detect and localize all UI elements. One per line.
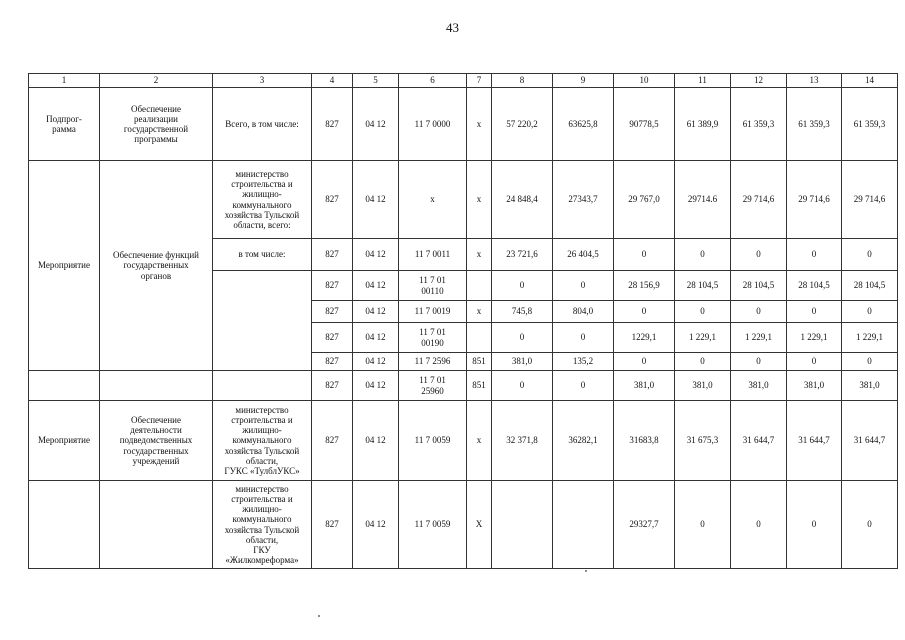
header-cell: 1 bbox=[29, 74, 100, 88]
header-cell: 11 bbox=[675, 74, 731, 88]
code-cell: 11 7 0059 bbox=[399, 401, 467, 481]
code-cell: 827 bbox=[312, 88, 353, 161]
value-cell: 26 404,5 bbox=[553, 239, 614, 271]
code-cell: 851 bbox=[467, 371, 492, 401]
code-cell: 827 bbox=[312, 481, 353, 569]
value-cell: 61 359,3 bbox=[842, 88, 898, 161]
row-type-cell: Мероприятие bbox=[29, 401, 100, 481]
code-cell bbox=[467, 271, 492, 301]
value-cell: 31 644,7 bbox=[731, 401, 787, 481]
value-cell: 381,0 bbox=[731, 371, 787, 401]
header-cell: 9 bbox=[553, 74, 614, 88]
code-cell: 04 12 bbox=[353, 301, 399, 323]
value-cell: 31 675,3 bbox=[675, 401, 731, 481]
row-name-cell: Обеспечение деятельности подведомственных государственных учреждений bbox=[100, 401, 213, 481]
value-cell: 29327,7 bbox=[614, 481, 675, 569]
code-cell: 04 12 bbox=[353, 88, 399, 161]
value-cell: 0 bbox=[731, 481, 787, 569]
scan-speck bbox=[585, 570, 587, 572]
value-cell: 61 359,3 bbox=[787, 88, 842, 161]
value-cell: 0 bbox=[842, 301, 898, 323]
code-cell: 11 7 01 00110 bbox=[399, 271, 467, 301]
table-header-row bbox=[29, 74, 898, 88]
header-cell: 8 bbox=[492, 74, 553, 88]
row-executor-cell: в том числе: bbox=[213, 239, 312, 271]
value-cell: 0 bbox=[731, 301, 787, 323]
value-cell: 28 156,9 bbox=[614, 271, 675, 301]
code-cell: 827 bbox=[312, 323, 353, 353]
row-executor-cell: министерство строительства и жилищно- коммунального хозяйства Тульской области, всего: bbox=[213, 161, 312, 239]
code-cell: x bbox=[467, 301, 492, 323]
value-cell: 0 bbox=[731, 353, 787, 371]
value-cell: 29 767,0 bbox=[614, 161, 675, 239]
value-cell: 36282,1 bbox=[553, 401, 614, 481]
row-type-cell bbox=[29, 371, 100, 401]
code-cell: 827 bbox=[312, 353, 353, 371]
table-row bbox=[29, 481, 898, 569]
value-cell: 90778,5 bbox=[614, 88, 675, 161]
code-cell: 827 bbox=[312, 161, 353, 239]
code-cell: 04 12 bbox=[353, 161, 399, 239]
header-cell: 6 bbox=[399, 74, 467, 88]
header-cell: 13 bbox=[787, 74, 842, 88]
code-cell: 04 12 bbox=[353, 239, 399, 271]
header-cell: 3 bbox=[213, 74, 312, 88]
value-cell: 745,8 bbox=[492, 301, 553, 323]
value-cell: 0 bbox=[731, 239, 787, 271]
code-cell: 827 bbox=[312, 271, 353, 301]
value-cell: 28 104,5 bbox=[731, 271, 787, 301]
value-cell: 1229,1 bbox=[614, 323, 675, 353]
code-cell: 11 7 01 25960 bbox=[399, 371, 467, 401]
value-cell: 1 229,1 bbox=[842, 323, 898, 353]
value-cell: 0 bbox=[675, 353, 731, 371]
row-type-cell: Подпрог- рамма bbox=[29, 88, 100, 161]
value-cell: 0 bbox=[787, 301, 842, 323]
value-cell: 0 bbox=[492, 271, 553, 301]
code-cell: 827 bbox=[312, 239, 353, 271]
value-cell: 0 bbox=[675, 481, 731, 569]
row-name-cell: Обеспечение реализации государственной программы bbox=[100, 88, 213, 161]
code-cell: 11 7 0011 bbox=[399, 239, 467, 271]
row-executor-cell bbox=[213, 371, 312, 401]
code-cell bbox=[467, 323, 492, 353]
code-cell: 11 7 0059 bbox=[399, 481, 467, 569]
row-name-cell bbox=[100, 371, 213, 401]
value-cell: 24 848,4 bbox=[492, 161, 553, 239]
code-cell: 827 bbox=[312, 301, 353, 323]
value-cell bbox=[553, 481, 614, 569]
table-row bbox=[29, 161, 898, 239]
code-cell: x bbox=[467, 161, 492, 239]
value-cell: 31 644,7 bbox=[842, 401, 898, 481]
value-cell: 381,0 bbox=[842, 371, 898, 401]
code-cell: 04 12 bbox=[353, 401, 399, 481]
value-cell: 1 229,1 bbox=[787, 323, 842, 353]
value-cell: 31683,8 bbox=[614, 401, 675, 481]
value-cell: 0 bbox=[842, 239, 898, 271]
row-name-cell: Обеспечение функций государственных органов bbox=[100, 161, 213, 371]
header-cell: 14 bbox=[842, 74, 898, 88]
header-cell: 2 bbox=[100, 74, 213, 88]
row-executor-cell: министерство строительства и жилищно- коммунального хозяйства Тульской области, ГКУ «Жилкомреформа» bbox=[213, 481, 312, 569]
value-cell: 0 bbox=[614, 301, 675, 323]
table-row bbox=[29, 371, 898, 401]
value-cell: 28 104,5 bbox=[842, 271, 898, 301]
value-cell: 1 229,1 bbox=[731, 323, 787, 353]
code-cell: 04 12 bbox=[353, 353, 399, 371]
row-executor-cell bbox=[213, 271, 312, 371]
code-cell: X bbox=[467, 481, 492, 569]
code-cell: x bbox=[399, 161, 467, 239]
code-cell: 827 bbox=[312, 371, 353, 401]
code-cell: 04 12 bbox=[353, 323, 399, 353]
code-cell: 851 bbox=[467, 353, 492, 371]
code-cell: 04 12 bbox=[353, 371, 399, 401]
page-number: 43 bbox=[446, 20, 459, 35]
value-cell: 0 bbox=[614, 353, 675, 371]
value-cell: 1 229,1 bbox=[675, 323, 731, 353]
value-cell: 31 644,7 bbox=[787, 401, 842, 481]
value-cell: 0 bbox=[492, 323, 553, 353]
value-cell: 0 bbox=[787, 481, 842, 569]
value-cell: 27343,7 bbox=[553, 161, 614, 239]
table-row-subprogram bbox=[29, 88, 898, 161]
value-cell: 0 bbox=[553, 323, 614, 353]
scan-speck bbox=[318, 615, 320, 617]
value-cell: 0 bbox=[553, 271, 614, 301]
code-cell: 11 7 01 00190 bbox=[399, 323, 467, 353]
value-cell: 135,2 bbox=[553, 353, 614, 371]
value-cell: 61 389,9 bbox=[675, 88, 731, 161]
code-cell: x bbox=[467, 401, 492, 481]
table-row bbox=[29, 401, 898, 481]
value-cell: 23 721,6 bbox=[492, 239, 553, 271]
row-name-cell bbox=[100, 481, 213, 569]
header-cell: 5 bbox=[353, 74, 399, 88]
value-cell: 0 bbox=[675, 301, 731, 323]
header-cell: 10 bbox=[614, 74, 675, 88]
header-cell: 4 bbox=[312, 74, 353, 88]
value-cell: 29 714,6 bbox=[731, 161, 787, 239]
value-cell: 0 bbox=[787, 353, 842, 371]
value-cell bbox=[492, 481, 553, 569]
value-cell: 28 104,5 bbox=[675, 271, 731, 301]
value-cell: 381,0 bbox=[492, 353, 553, 371]
value-cell: 32 371,8 bbox=[492, 401, 553, 481]
header-cell: 7 bbox=[467, 74, 492, 88]
value-cell: 0 bbox=[614, 239, 675, 271]
value-cell: 29714.6 bbox=[675, 161, 731, 239]
value-cell: 0 bbox=[675, 239, 731, 271]
value-cell: 0 bbox=[842, 353, 898, 371]
value-cell: 57 220,2 bbox=[492, 88, 553, 161]
row-type-cell bbox=[29, 481, 100, 569]
code-cell: 04 12 bbox=[353, 271, 399, 301]
header-cell: 12 bbox=[731, 74, 787, 88]
budget-table bbox=[28, 73, 898, 569]
code-cell: x bbox=[467, 88, 492, 161]
value-cell: 28 104,5 bbox=[787, 271, 842, 301]
value-cell: 61 359,3 bbox=[731, 88, 787, 161]
code-cell: 11 7 0019 bbox=[399, 301, 467, 323]
value-cell: 29 714,6 bbox=[842, 161, 898, 239]
code-cell: 04 12 bbox=[353, 481, 399, 569]
value-cell: 0 bbox=[787, 239, 842, 271]
code-cell: 11 7 0000 bbox=[399, 88, 467, 161]
value-cell: 0 bbox=[553, 371, 614, 401]
value-cell: 381,0 bbox=[614, 371, 675, 401]
value-cell: 63625,8 bbox=[553, 88, 614, 161]
value-cell: 804,0 bbox=[553, 301, 614, 323]
value-cell: 29 714,6 bbox=[787, 161, 842, 239]
row-executor-cell: Всего, в том числе: bbox=[213, 88, 312, 161]
value-cell: 381,0 bbox=[675, 371, 731, 401]
code-cell: x bbox=[467, 239, 492, 271]
value-cell: 0 bbox=[842, 481, 898, 569]
value-cell: 0 bbox=[492, 371, 553, 401]
code-cell: 827 bbox=[312, 401, 353, 481]
row-type-cell: Мероприятие bbox=[29, 161, 100, 371]
code-cell: 11 7 2596 bbox=[399, 353, 467, 371]
row-executor-cell: министерство строительства и жилищно- коммунального хозяйства Тульской области, ГУКС «ТулблУКС» bbox=[213, 401, 312, 481]
value-cell: 381,0 bbox=[787, 371, 842, 401]
